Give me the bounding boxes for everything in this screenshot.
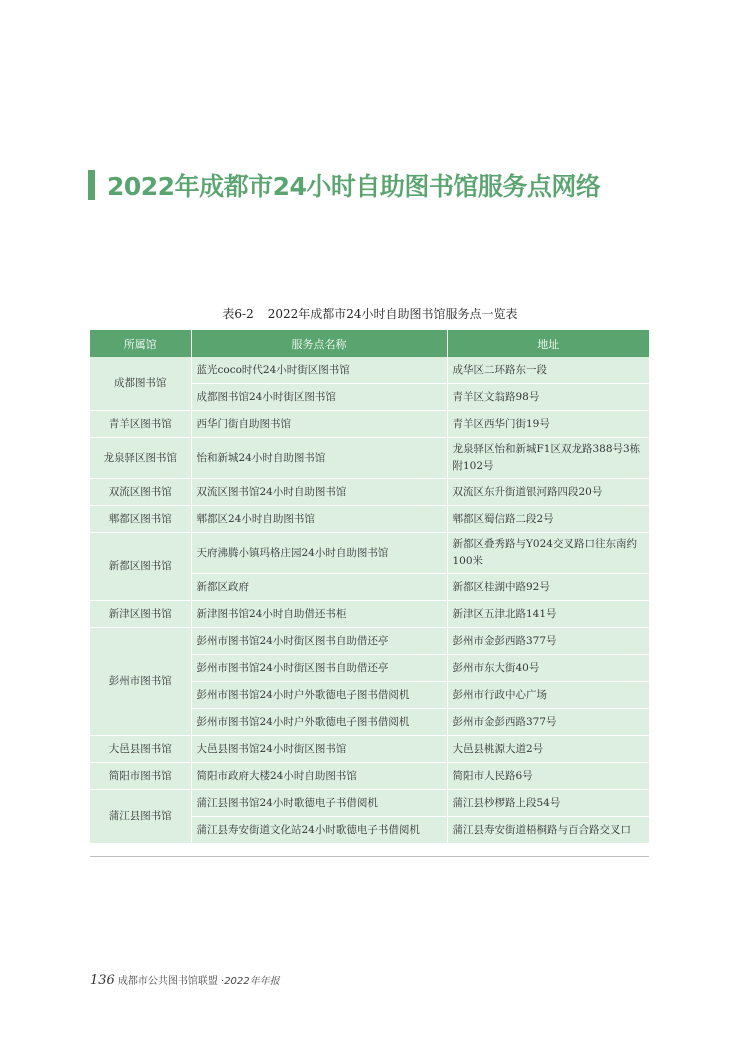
table-row [90,628,649,655]
service-point-cell: 蓝光coco时代24小时街区图书馆 [191,357,447,384]
address-cell: 彭州市金彭西路377号 [447,709,649,736]
table-row [90,533,649,574]
library-cell: 青羊区图书馆 [90,411,191,438]
library-cell: 简阳市图书馆 [90,763,191,790]
library-cell: 双流区图书馆 [90,479,191,506]
address-cell: 青羊区西华门街19号 [447,411,649,438]
service-point-cell: 彭州市图书馆24小时户外歌德电子图书借阅机 [191,709,447,736]
header-service-point: 服务点名称 [191,330,447,357]
library-cell: 龙泉驿区图书馆 [90,438,191,479]
address-cell: 龙泉驿区怡和新城F1区双龙路388号3栋附102号 [447,438,649,479]
page-title: 2022年成都市24小时自助图书馆服务点网络 [107,172,601,201]
service-point-cell: 大邑县图书馆24小时街区图书馆 [191,736,447,763]
publication-name: 成都市公共图书馆联盟 · [117,976,225,987]
service-point-cell: 蒲江县寿安街道文化站24小时歌德电子书借阅机 [191,817,447,844]
service-point-cell: 新都区政府 [191,574,447,601]
table-row [90,763,649,790]
address-cell: 新津区五津北路141号 [447,601,649,628]
address-cell: 蒲江县寿安街道梧桐路与百合路交叉口 [447,817,649,844]
service-point-cell: 彭州市图书馆24小时街区图书自助借还亭 [191,655,447,682]
address-cell: 大邑县桃源大道2号 [447,736,649,763]
service-point-cell: 成都图书馆24小时街区图书馆 [191,384,447,411]
report-year: 2022年年报 [224,976,280,987]
address-cell: 彭州市东大街40号 [447,655,649,682]
library-cell: 新都区图书馆 [90,533,191,601]
library-cell: 郫都区图书馆 [90,506,191,533]
header-library: 所属馆 [90,330,191,357]
address-cell: 彭州市金彭西路377号 [447,628,649,655]
table-row [90,479,649,506]
service-point-cell: 新津图书馆24小时自助借还书柜 [191,601,447,628]
library-cell: 新津区图书馆 [90,601,191,628]
table-caption-number: 表6-2 [222,307,254,321]
library-cell: 蒲江县图书馆 [90,790,191,844]
table-row [90,357,649,384]
page-heading [88,168,600,202]
service-point-cell: 蒲江县图书馆24小时歌德电子书借阅机 [191,790,447,817]
table-row [90,736,649,763]
address-cell: 彭州市行政中心广场 [447,682,649,709]
service-point-cell: 简阳市政府大楼24小时自助图书馆 [191,763,447,790]
heading-accent-bar [88,170,95,200]
service-point-cell: 彭州市图书馆24小时街区图书自助借还亭 [191,628,447,655]
service-point-cell: 西华门街自助图书馆 [191,411,447,438]
address-cell: 蒲江县杪椤路上段54号 [447,790,649,817]
library-cell: 大邑县图书馆 [90,736,191,763]
address-cell: 新都区叠秀路与Y024交叉路口往东南约100米 [447,533,649,574]
address-cell: 简阳市人民路6号 [447,763,649,790]
service-point-cell: 彭州市图书馆24小时户外歌德电子图书借阅机 [191,682,447,709]
table-row [90,506,649,533]
service-point-cell: 双流区图书馆24小时自助图书馆 [191,479,447,506]
table-row [90,411,649,438]
library-cell: 彭州市图书馆 [90,628,191,736]
page-footer [90,972,280,988]
service-point-table [90,330,649,844]
address-cell: 成华区二环路东一段 [447,357,649,384]
table-row [90,438,649,479]
service-point-cell: 郫都区24小时自助图书馆 [191,506,447,533]
table-row [90,601,649,628]
address-cell: 青羊区文翁路98号 [447,384,649,411]
service-point-cell: 天府沸腾小镇玛格庄园24小时自助图书馆 [191,533,447,574]
table-row [90,790,649,817]
address-cell: 郫都区蜀信路二段2号 [447,506,649,533]
page-number: 136 [90,973,115,988]
table-header-row [90,330,649,357]
header-address: 地址 [447,330,649,357]
table-caption-title: 2022年成都市24小时自助图书馆服务点一览表 [267,307,518,321]
address-cell: 新都区桂湖中路92号 [447,574,649,601]
address-cell: 双流区东升街道银河路四段20号 [447,479,649,506]
service-point-cell: 怡和新城24小时自助图书馆 [191,438,447,479]
table-caption [90,305,650,322]
table-bottom-rule [90,856,649,857]
library-cell: 成都图书馆 [90,357,191,411]
